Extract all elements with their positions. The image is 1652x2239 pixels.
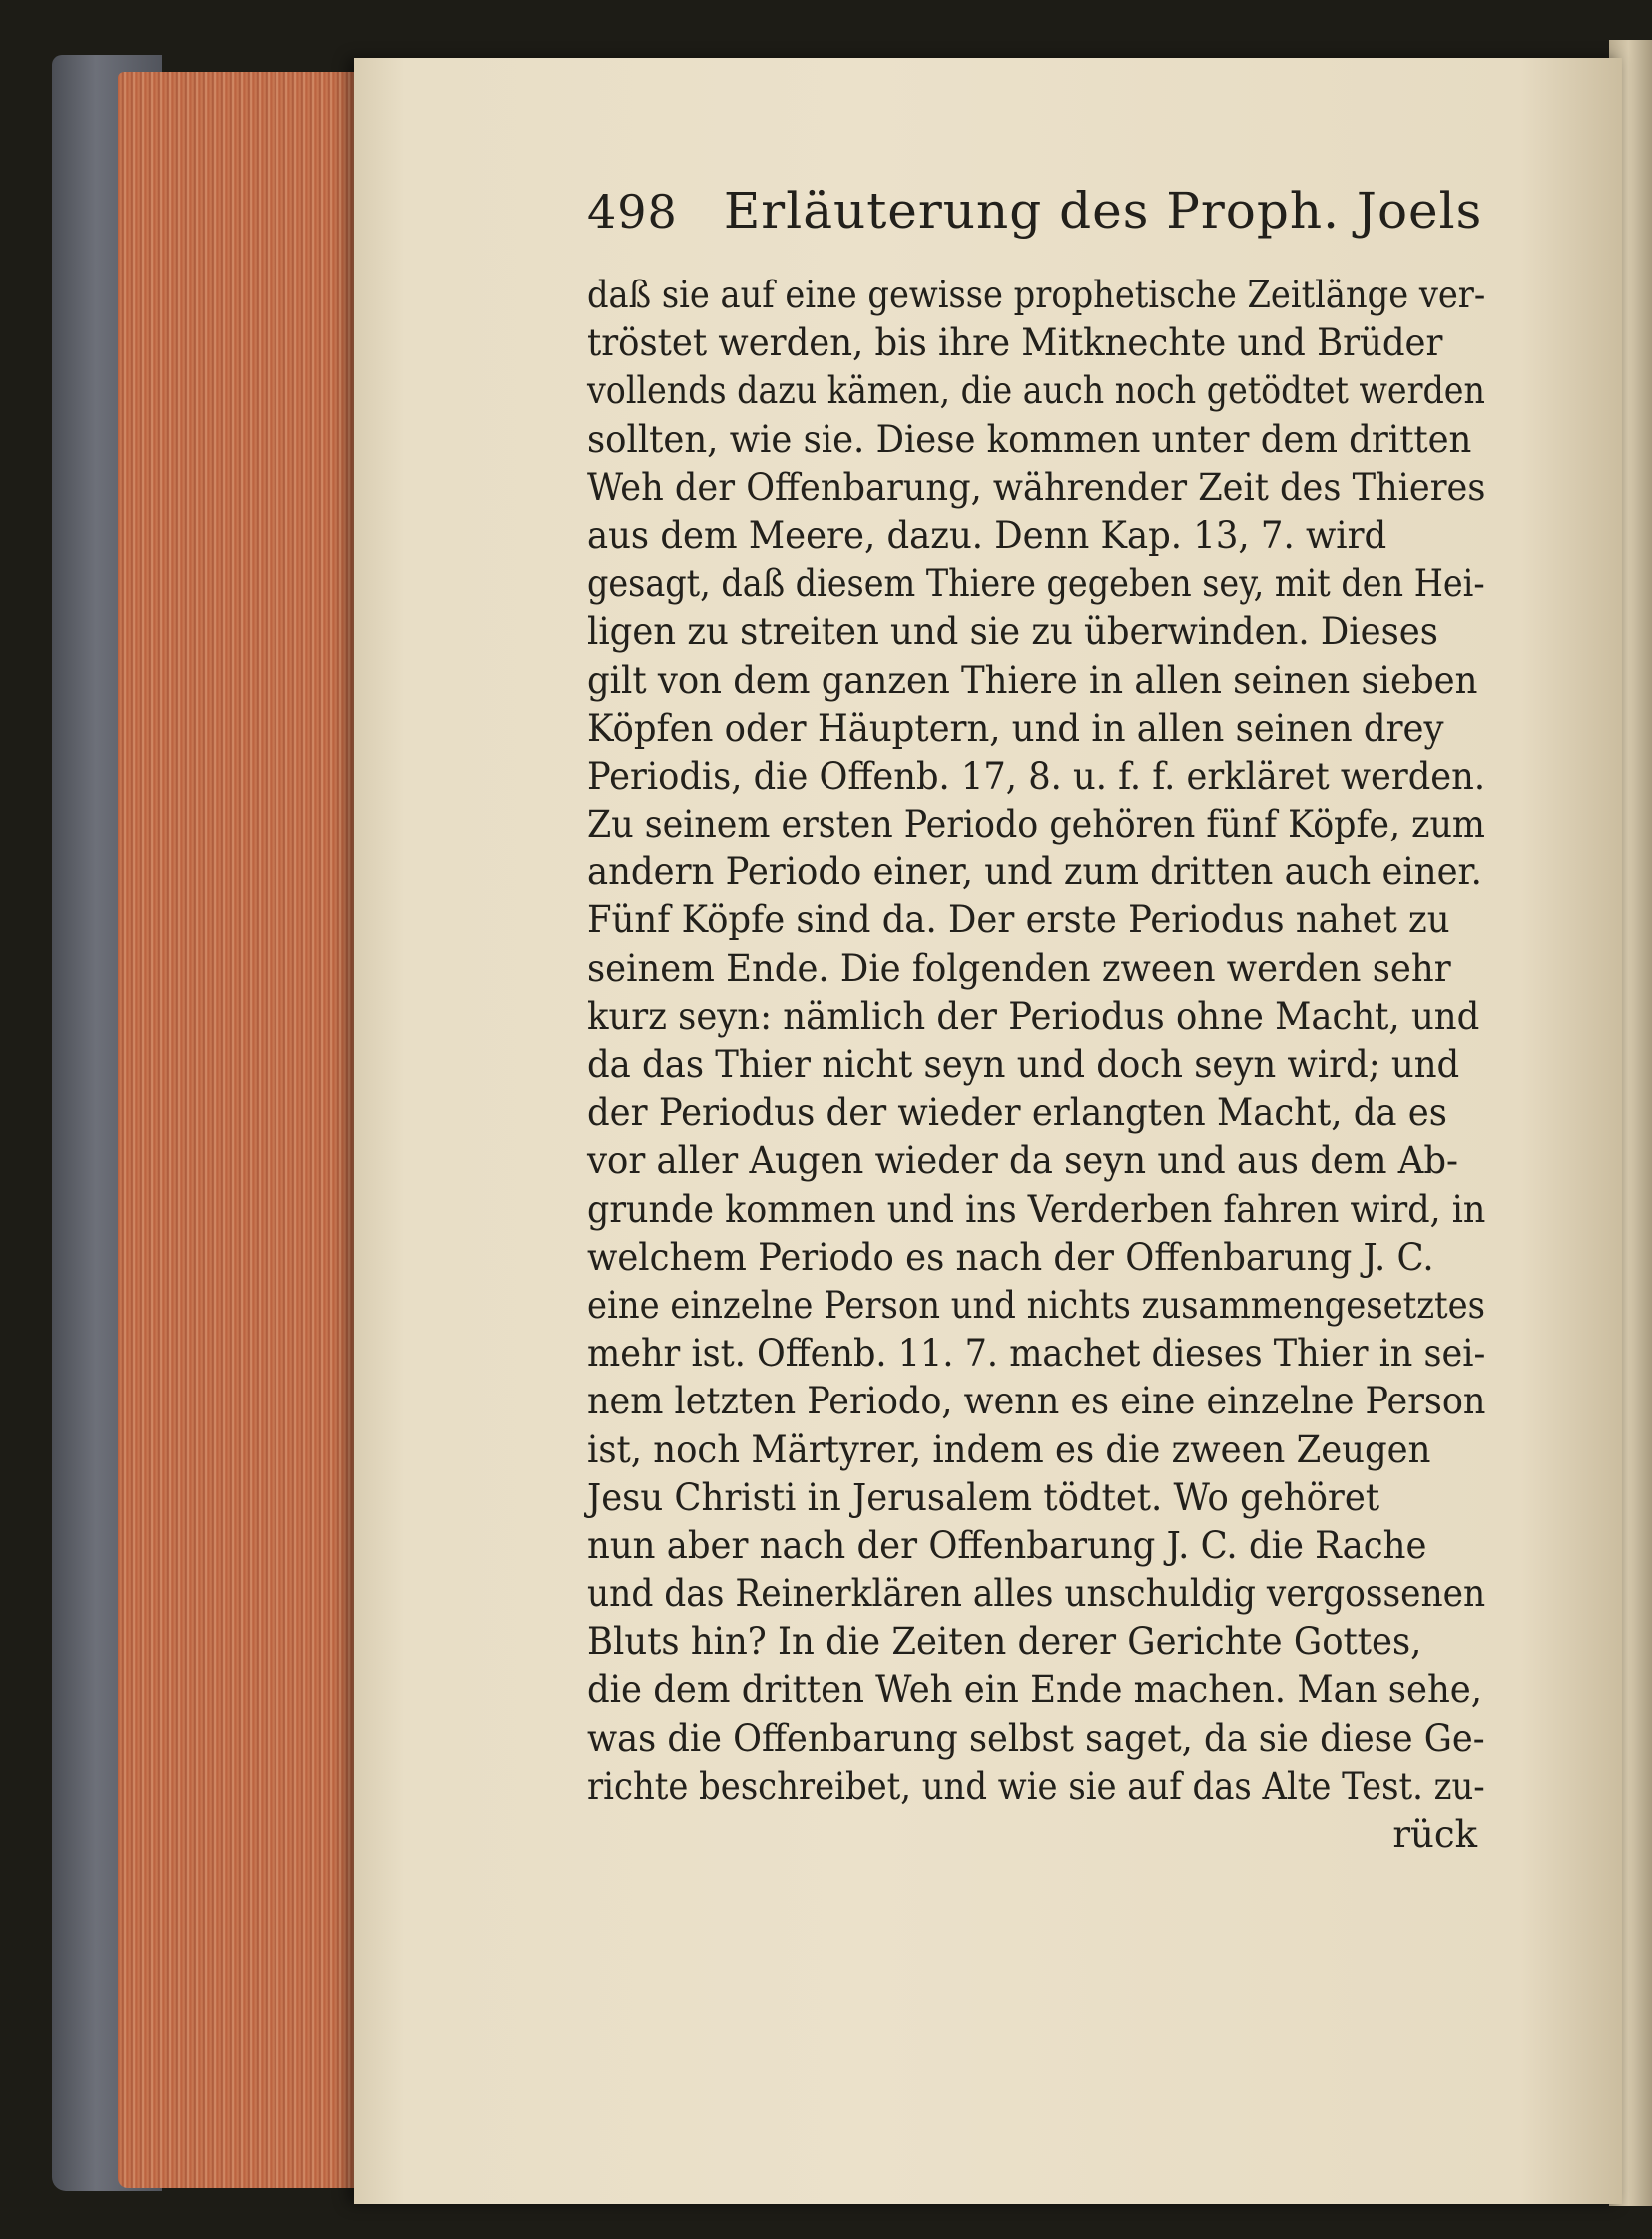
text-line: vor aller Augen wieder da seyn und aus dem Ab-: [587, 1139, 1458, 1183]
page-text: [587, 182, 1525, 1859]
text-line: Bluts hin? In die Zeiten derer Gerichte Gottes,: [587, 1620, 1422, 1664]
text-line: Periodis, die Offenb. 17, 8. u. f. f. erkläret werden.: [587, 754, 1486, 798]
text-line: was die Offenbarung selbst saget, da sie diese Ge-: [587, 1716, 1485, 1760]
text-line: Fünf Köpfe sind da. Der erste Periodus nahet zu: [587, 898, 1450, 942]
text-line: seinem Ende. Die folgenden zween werden sehr: [587, 946, 1451, 990]
text-line: andern Periodo einer, und zum dritten auch einer.: [587, 850, 1482, 894]
text-line: nem letzten Periodo, wenn es eine einzelne Person: [587, 1380, 1486, 1423]
text-line: richte beschreibet, und wie sie auf das Alte Test. zu-: [587, 1764, 1485, 1808]
text-line: welchem Periodo es nach der Offenbarung J. C.: [587, 1235, 1434, 1279]
text-line: Zu seinem ersten Periodo gehören fünf Köpfe, zum: [587, 803, 1485, 846]
text-line: Jesu Christi in Jerusalem tödtet. Wo gehöret: [587, 1475, 1380, 1519]
catchword: rück: [1392, 1813, 1477, 1856]
text-line: daß sie auf eine gewisse prophetische Zeitlänge ver-: [587, 274, 1486, 316]
body-text: [587, 272, 1525, 1811]
text-line: die dem dritten Weh ein Ende machen. Man sehe,: [587, 1668, 1482, 1712]
text-line: mehr ist. Offenb. 11. 7. machet dieses Thier in sei-: [587, 1332, 1486, 1376]
text-line: vollends dazu kämen, die auch noch getödtet werden: [587, 369, 1485, 413]
text-line: tröstet werden, bis ihre Mitknechte und Brüder: [587, 321, 1443, 365]
text-line: Köpfen oder Häuptern, und in allen seinen drey: [587, 706, 1444, 750]
text-line: grunde kommen und ins Verderben fahren wird, in: [587, 1187, 1486, 1231]
text-line: Weh der Offenbarung, währender Zeit des Thieres: [587, 465, 1486, 509]
text-line: aus dem Meere, dazu. Denn Kap. 13, 7. wird: [587, 513, 1387, 557]
text-line: ist, noch Märtyrer, indem es die zween Zeugen: [587, 1427, 1431, 1471]
text-line: kurz seyn: nämlich der Periodus ohne Macht, und: [587, 994, 1480, 1038]
text-line: und das Reinerklären alles unschuldig vergossenen: [587, 1572, 1486, 1616]
text-line: gilt von dem ganzen Thiere in allen seinen sieben: [587, 658, 1478, 702]
text-line: sollten, wie sie. Diese kommen unter dem dritten: [587, 417, 1472, 461]
text-line: ligen zu streiten und sie zu überwinden. Dieses: [587, 610, 1438, 654]
text-line: der Periodus der wieder erlangten Macht, da es: [587, 1091, 1447, 1135]
text-line: gesagt, daß diesem Thiere gegeben sey, mit den Hei-: [587, 562, 1485, 606]
page-edges: [118, 72, 379, 2188]
running-head: Erläuterung des Proph. Joels: [723, 182, 1483, 240]
text-line: eine einzelne Person und nichts zusammengesetztes: [587, 1283, 1485, 1327]
text-line: da das Thier nicht seyn und doch seyn wird; und: [587, 1043, 1460, 1086]
page-number: 498: [587, 185, 678, 239]
text-line: nun aber nach der Offenbarung J. C. die Rache: [587, 1523, 1427, 1567]
page-header: [587, 182, 1525, 264]
